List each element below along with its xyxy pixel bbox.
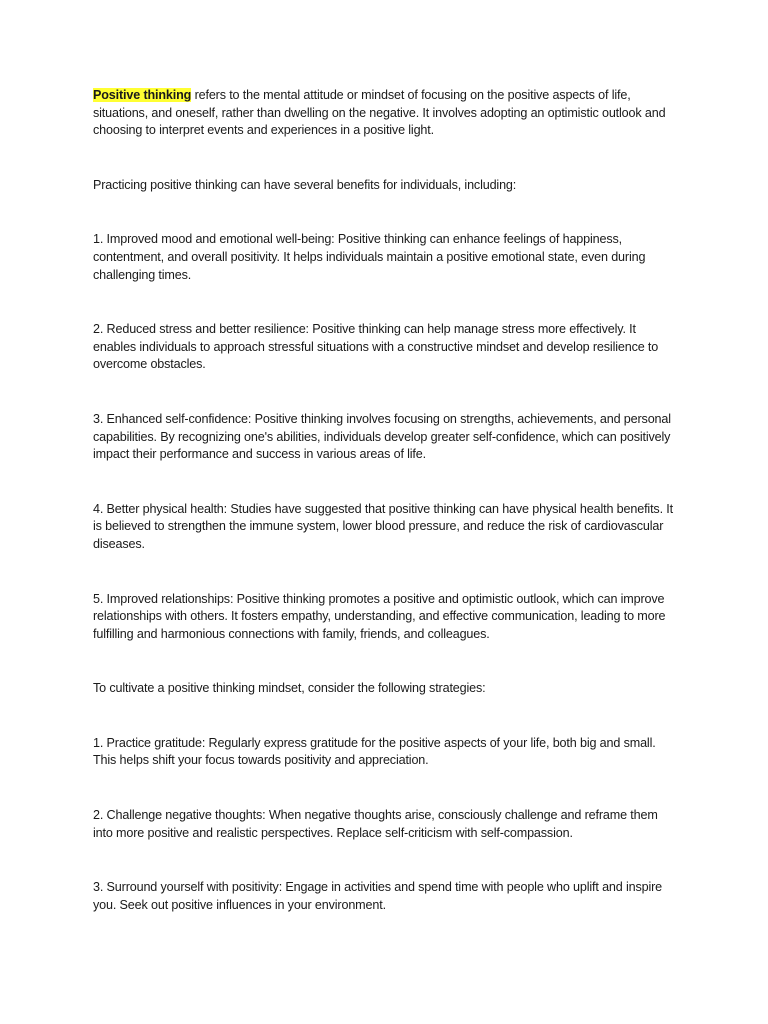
benefit-item-1: 1. Improved mood and emotional well-being: Positive thinking can enhance feelings of happiness, contentment, and overall positivity. It helps individuals maintain a positive emotional state, even during challenging times. xyxy=(93,232,646,282)
benefit-item-5: 5. Improved relationships: Positive thinking promotes a positive and optimistic outlook, which can improve relationships with others. It fosters empathy, understanding, and effective communication, leading to more fulfilling and harmonious connections with family, friends, and colleagues. xyxy=(93,591,666,641)
benefit-item-3: 3. Enhanced self-confidence: Positive thinking involves focusing on strengths, achievements, and personal capabilities. By recognizing one's abilities, individuals develop greater self-confidence, which can positively impact their performance and success in various areas of life. xyxy=(93,411,671,462)
strategy-item-2: 2. Challenge negative thoughts: When negative thoughts arise, consciously challenge and reframe them into more positive and realistic perspectives. Replace self-criticism with self-compassion. xyxy=(93,808,658,840)
benefit-item-2: 2. Reduced stress and better resilience: Positive thinking can help manage stress more effectively. It enables individuals to approach stressful situations with a constructive mindset and develop resilience to overcome obstacles. xyxy=(93,322,659,372)
benefit-item-4: 4. Better physical health: Studies have suggested that positive thinking can have physical health benefits. It is believed to strengthen the immune system, lower blood pressure, and reduce the risk of cardiovascular diseases. xyxy=(93,501,673,551)
strategy-item-1: 1. Practice gratitude: Regularly express gratitude for the positive aspects of your life, both big and small. This helps shift your focus towards positivity and appreciation. xyxy=(93,735,656,768)
document-page xyxy=(93,87,675,951)
intro-paragraph xyxy=(93,87,675,140)
intro-text: refers to the mental attitude or mindset of focusing on the positive aspects of life, situations, and oneself, rather than dwelling on the negative. It involves adopting an optimistic outlook and choosing to interpret events and experiences in a positive light. xyxy=(93,88,666,138)
strategy-item-3: 3. Surround yourself with positivity: Engage in activities and spend time with people who uplift and inspire you. Seek out positive influences in your environment. xyxy=(93,880,663,912)
highlighted-term: Positive thinking xyxy=(93,88,192,102)
strategies-intro: To cultivate a positive thinking mindset, consider the following strategies: xyxy=(93,681,486,696)
benefits-intro: Practicing positive thinking can have several benefits for individuals, including: xyxy=(93,177,517,192)
